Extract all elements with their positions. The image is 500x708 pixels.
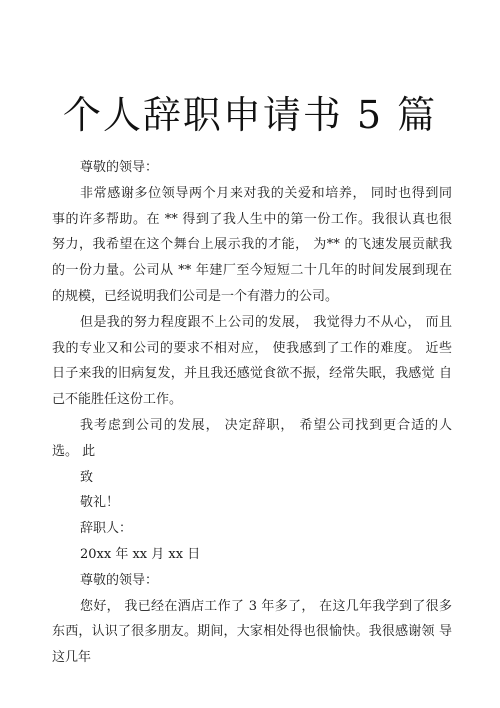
salutation-second-letter: 尊敬的领导： (80, 572, 159, 588)
document-title: 个人辞职申请书 5 篇 (62, 93, 438, 138)
paragraph-reasons: 但是我的努力程度跟不上公司的发展， 我觉得力不从心， 而且 我的专业又和公司的要求不相对应， 使我感到了工作的难度。 近些 日子来我的旧病复发，并且我还感觉食欲不振，经常失眠，我感觉 自己不能胜任这份工作。 (52, 314, 452, 408)
salutation: 尊敬的领导： (80, 160, 159, 175)
date-line: 20xx 年 xx 月 xx 日 (80, 546, 201, 562)
regards: 敬礼！ (80, 495, 120, 511)
paragraph-decision: 我考虑到公司的发展， 决定辞职， 希望公司找到更合适的人选。 此 (52, 417, 452, 459)
paragraph-second-letter: 您好， 我已经在酒店工作了 3 年多了， 在这几年我学到了很多 东西，认识了很多朋友。期间，大家相处得也很愉快。我很感谢领 导这几年 (52, 598, 452, 666)
closing-word: 致 (80, 469, 94, 485)
document-body (52, 155, 452, 671)
signer-label: 辞职人： (80, 521, 133, 537)
paragraph-gratitude: 非常感谢多位领导两个月来对我的关爱和培养， 同时也得到同 事的许多帮助。在 ** 得到了我人生中的第一份工作。我很认真也很 努力，我希望在这个舞台上展示我的才能， 为** 的飞速发展贡献我 的一份力量。公司从 ** 年建厂至今短短二十几年的时间发展到现在 的规模，已经说明我们公司是一个有潜力的公司。 (52, 185, 452, 304)
